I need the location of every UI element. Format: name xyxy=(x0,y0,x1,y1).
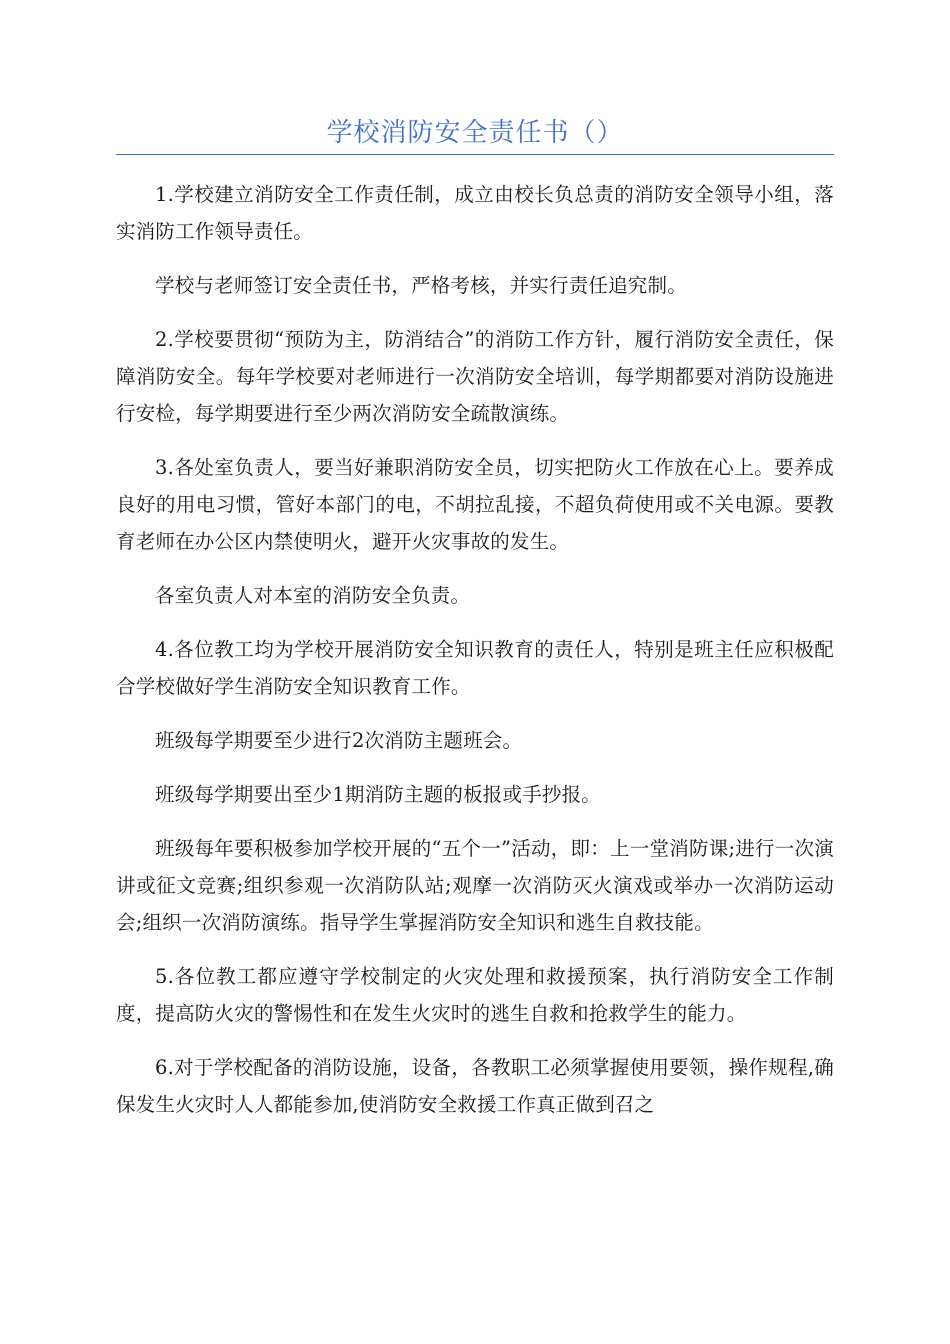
paragraph-5: 各室负责人对本室的消防安全负责。 xyxy=(155,584,471,607)
paragraph-2: 学校与老师签订安全责任书，严格考核，并实行责任追究制。 xyxy=(155,274,687,297)
paragraph-9: 班级每年要积极参加学校开展的“五个一”活动，即：上一堂消防课;进行一次演讲或征文竞赛;组织参观一次消防队站;观摩一次消防灭火演戏或举办一次消防运动会;组织一次消防演练。指导学生掌握消防安全知识和逃生自救技能。 xyxy=(116,837,834,934)
paragraph-7: 班级每学期要至少进行2次消防主题班会。 xyxy=(155,729,523,752)
paragraph-3: 2.学校要贯彻“预防为主，防消结合”的消防工作方针，履行消防安全责任，保障消防安全。每年学校要对老师进行一次消防安全培训，每学期都要对消防设施进行安检，每学期要进行至少两次消防安全疏散演练。 xyxy=(116,328,834,425)
paragraph-6: 4.各位教工均为学校开展消防安全知识教育的责任人，特别是班主任应积极配合学校做好学生消防安全知识教育工作。 xyxy=(116,638,834,698)
paragraph-10: 5.各位教工都应遵守学校制定的火灾处理和救援预案，执行消防安全工作制度，提高防火灾的警惕性和在发生火灾时的逃生自救和抢救学生的能力。 xyxy=(116,965,834,1025)
paragraph-11: 6.对于学校配备的消防设施，设备，各教职工必须掌握使用要领，操作规程,确保发生火灾时人人都能参加,使消防安全救援工作真正做到召之 xyxy=(116,1056,834,1116)
paragraph-4: 3.各处室负责人，要当好兼职消防安全员，切实把防火工作放在心上。要养成良好的用电习惯，管好本部门的电，不胡拉乱接，不超负荷使用或不关电源。要教育老师在办公区内禁使明火，避开火灾事故的发生。 xyxy=(116,456,834,553)
title-underline xyxy=(116,154,834,155)
document-title: 学校消防安全责任书（） xyxy=(326,118,624,148)
document-body xyxy=(116,176,834,1140)
paragraph-8: 班级每学期要出至少1期消防主题的板报或手抄报。 xyxy=(155,783,602,806)
paragraph-1: 1.学校建立消防安全工作责任制，成立由校长负总责的消防安全领导小组，落实消防工作领导责任。 xyxy=(116,183,834,243)
